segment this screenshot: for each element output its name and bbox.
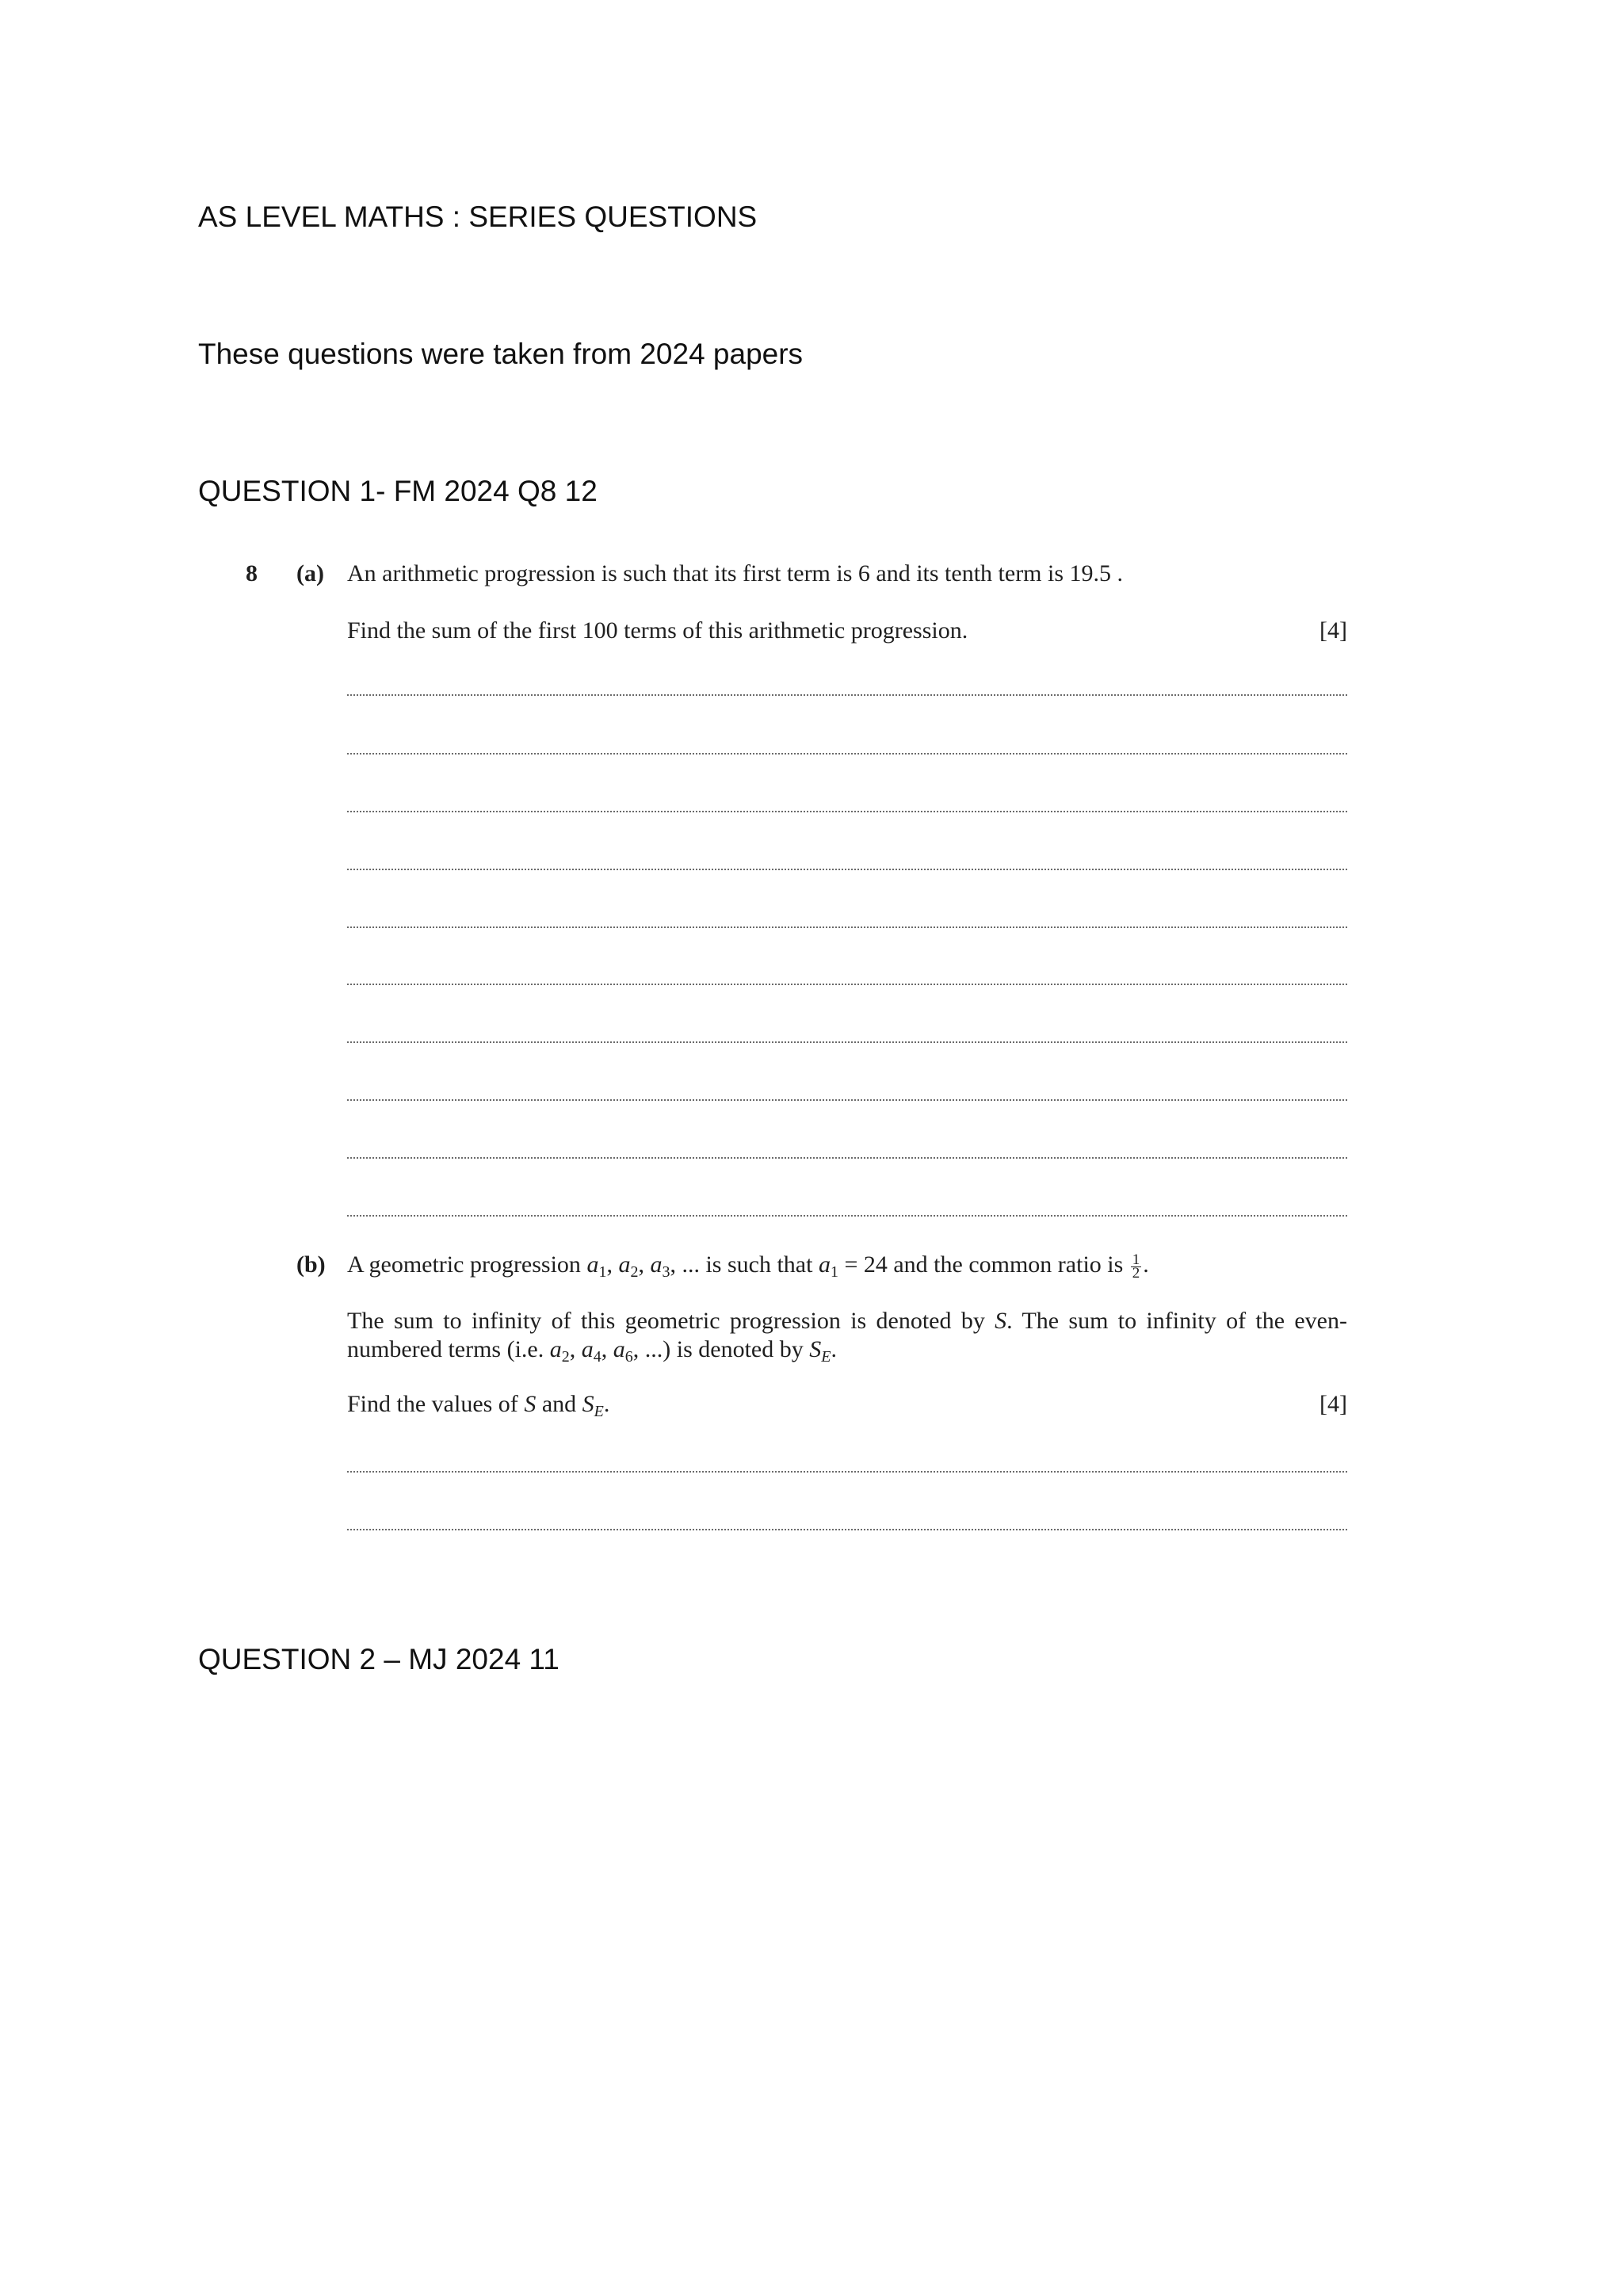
part-b-statement: A geometric progression $a_1$, $a_2$, $a_3$, ... is such that $a_1 = 24$ and the common ratio is $\frac{1}{2}$ . <box>347 1251 1149 1282</box>
part-a-label: (a) <box>296 560 324 586</box>
question-1-heading: QUESTION 1- FM 2024 Q8 12 <box>198 475 598 507</box>
intro-text: These questions were taken from 2024 papers <box>198 338 804 370</box>
math-sub: 2 <box>561 1348 570 1366</box>
part-b-definition: The sum to infinity of this geometric progression is denoted by S. The sum to infinity of the even-numbered terms (i.e. $a_2$, $a_4$, $a_6$, ...) is denoted by $S_E$. <box>347 1308 1347 1366</box>
math-sub: 1 <box>598 1263 607 1281</box>
answer-line[interactable] <box>347 1529 1347 1530</box>
math-sub: 6 <box>624 1348 633 1366</box>
answer-line[interactable] <box>347 926 1347 928</box>
math-a: a <box>613 1336 625 1362</box>
math-a: a <box>818 1251 831 1278</box>
part-b-label: (b) <box>296 1251 326 1278</box>
task-text: Find the values of <box>347 1391 518 1417</box>
part-a-marks: [4] <box>1319 617 1347 644</box>
part-b-marks: [4] <box>1319 1391 1347 1417</box>
definition-text: The sum to infinity of this geometric progression is denoted by <box>347 1308 985 1334</box>
answer-line[interactable] <box>347 694 1347 696</box>
math-sub: 3 <box>662 1263 670 1281</box>
math-sub-E: E <box>594 1403 604 1420</box>
definition-text: . The sum to infinity of the even-numbered terms (i.e. <box>347 1308 1347 1362</box>
answer-line[interactable] <box>347 1041 1347 1043</box>
page-title: AS LEVEL MATHS : SERIES QUESTIONS <box>198 201 758 233</box>
part-b-intro: A geometric progression <box>347 1251 581 1278</box>
part-b-task: Find the values of S and $S_E$. <box>347 1391 610 1420</box>
answer-line[interactable] <box>347 984 1347 985</box>
math-S: S <box>809 1336 822 1362</box>
ratio-fraction <box>1131 1251 1142 1282</box>
part-a-task: Find the sum of the first 100 terms of this arithmetic progression. <box>347 617 968 644</box>
math-a: a <box>650 1251 663 1278</box>
part-b-condition: = 24 and the common ratio is <box>844 1251 1124 1278</box>
answer-line[interactable] <box>347 869 1347 870</box>
definition-text: , ...) is denoted by <box>632 1336 804 1362</box>
math-sub-E: E <box>821 1348 831 1366</box>
question-2-heading: QUESTION 2 – MJ 2024 11 <box>198 1643 559 1675</box>
fraction-numerator: 1 <box>1132 1251 1140 1268</box>
math-a: a <box>581 1336 594 1362</box>
math-sub: 4 <box>593 1348 601 1366</box>
answer-line[interactable] <box>347 753 1347 755</box>
math-a: a <box>549 1336 562 1362</box>
math-sub: 2 <box>630 1263 639 1281</box>
math-a: a <box>618 1251 631 1278</box>
fraction-denominator: 2 <box>1132 1264 1140 1282</box>
math-S: S <box>582 1391 594 1417</box>
math-sub: 1 <box>830 1263 838 1281</box>
answer-line[interactable] <box>347 1157 1347 1159</box>
question-number: 8 <box>246 560 258 586</box>
math-S: S <box>995 1308 1007 1334</box>
math-a: a <box>586 1251 599 1278</box>
part-b-ellipsis: , ... is such that <box>670 1251 813 1278</box>
task-text: and <box>541 1391 577 1417</box>
math-S: S <box>524 1391 537 1417</box>
answer-line[interactable] <box>347 1215 1347 1217</box>
answer-line[interactable] <box>347 811 1347 812</box>
answer-line[interactable] <box>347 1471 1347 1473</box>
answer-line[interactable] <box>347 1099 1347 1101</box>
part-a-statement: An arithmetic progression is such that its first term is 6 and its tenth term is 19.5 . <box>347 560 1124 586</box>
